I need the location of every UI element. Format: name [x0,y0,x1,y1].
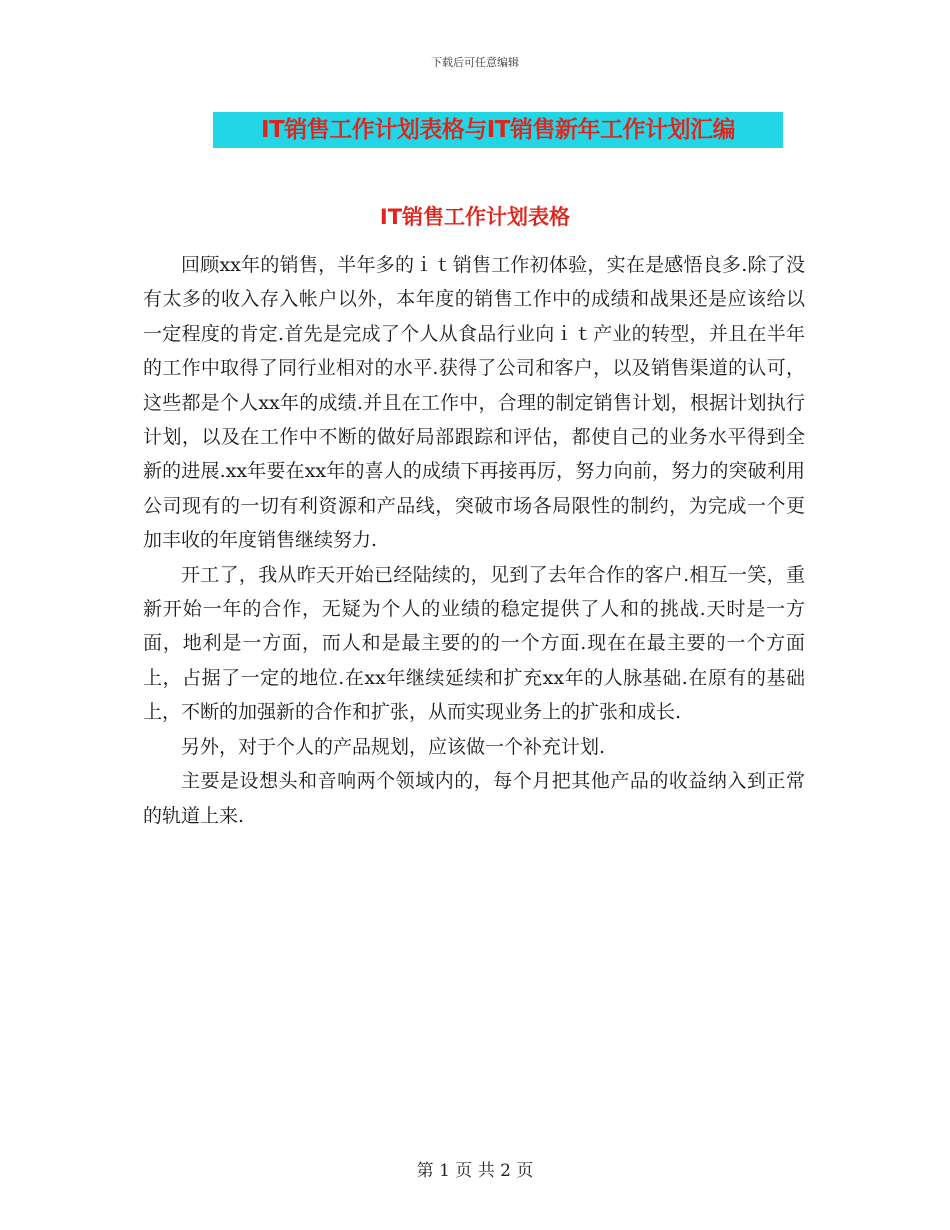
section-title: IT销售工作计划表格 [379,205,571,229]
main-title-container [213,112,783,148]
paragraph-3: 另外，对于个人的产品规划，应该做一个补充计划. [181,735,606,758]
paragraph-1: 回顾xx年的销售，半年多的ｉｔ销售工作初体验，实在是感悟良多.除了没有太多的收入存入帐户以外，本年度的销售工作中的成绩和战果还是应该给以一定程度的肯定.首先是完成了个人从食品行业向ｉｔ产业的转型，并且在半年的工作中取得了同行业相对的水平.获得了公司和客户，以及销售渠道的认可，这些都是个人xx年的成绩.并且在工作中，合理的制定销售计划，根据计划执行计划，以及在工作中不断的做好局部跟踪和评估，都使自己的业务水平得到全新的进展.xx年要在xx年的喜人的成绩下再接再厉，努力向前，努力的突破利用公司现有的一切有利资源和产品线，突破市场各局限性的制约，为完成一个更加丰收的年度销售继续努力. [143,254,805,552]
body-text [143,248,805,833]
paragraph-2: 开工了，我从昨天开始已经陆续的，见到了去年合作的客户.相互一笑，重新开始一年的合作，无疑为个人的业绩的稳定提供了人和的挑战.天时是一方面，地利是一方面，而人和是最主要的的一个方面.现在在最主要的一个方面上，占据了一定的地位.在xx年继续延续和扩充xx年的人脉基础.在原有的基础上，不断的加强新的合作和扩张，从而实现业务上的扩张和成长. [143,563,805,724]
paragraph-4: 主要是设想头和音响两个领域内的，每个月把其他产品的收益纳入到正常的轨道上来. [143,770,805,827]
main-title: IT销售工作计划表格与IT销售新年工作计划汇编 [213,112,783,148]
header-note: 下载后可任意编辑 [431,56,519,69]
page-footer: 第 1 页 共 2 页 [416,1161,534,1181]
